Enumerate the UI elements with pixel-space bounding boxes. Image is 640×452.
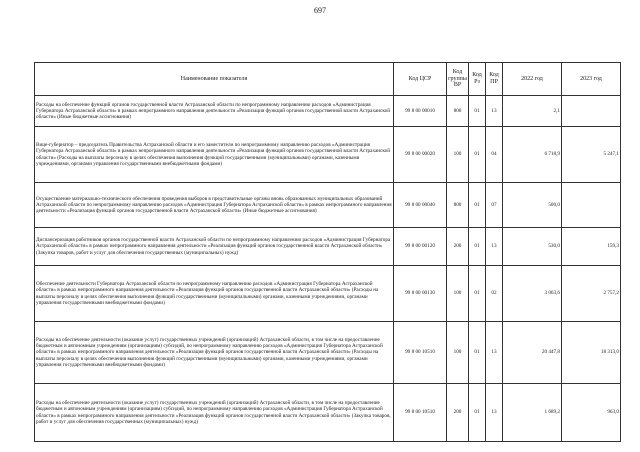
table-row [35,228,621,266]
row-name: Осуществление материально-технического обеспечения проведения выборов в представительные органы вновь образованных муниципальных образований Астраханской области по непрограммному направлению расходов «Администрация Губернатора Астраханской области» в рамках непрограммного направления деятельности «Реализация функций органов государственной власти Астраханской области» (Иные бюджетные ассигнования) [35,183,394,228]
row-2022: 6 718,9 [503,127,562,183]
row-2023: 963,0 [562,384,621,442]
row-vr: 100 [447,266,469,322]
table-row [35,322,621,384]
header-rz: Код Рз [469,63,486,96]
row-pr: 07 [486,183,503,228]
row-csr: 99 8 00 10510 [394,322,447,384]
row-2022: 1 689,2 [503,384,562,442]
row-pr: 02 [486,266,503,322]
row-2022: 3 063,6 [503,266,562,322]
row-name: Расходы на обеспечение деятельности (оказание услуг) государственных учреждений (организаций) Астраханской области, в том числе на предоставление бюджетным и автономным учреждениям (организациям) субсидий, по непрограммному направлению расходов «Администрация Губернатора Астраханской области» в рамках непрограммного направления деятельности «Реализация функций органов государственной власти Астраханской области» (Закупка товаров, работ и услуг для обеспечения государственных (муниципальных) нужд) [35,384,394,442]
row-rz: 01 [469,183,486,228]
row-rz: 01 [469,228,486,266]
row-2023 [562,183,621,228]
row-pr: 13 [486,96,503,127]
row-name: Диспансеризация работников органов государственной власти Астраханской области по непрограммному направлению расходов «Администрация Губернатора Астраханской области» в рамках непрограммного направления деятельности «Реализация функций органов государственной власти Астраханской области» (Закупка товаров, работ и услуг для обеспечения государственных (муниципальных) нужд) [35,228,394,266]
row-2022: 2,1 [503,96,562,127]
row-pr: 13 [486,228,503,266]
row-name: Вице-губернатор – председатель Правительства Астраханской области и его заместители по непрограммному направлению расходов «Администрация Губернатора Астраханской области» в рамках непрограммного направления деятельности «Реализация функций органов государственной власти Астраханской области» (Расходы на выплаты персоналу в целях обеспечения выполнения функций государственными (муниципальными) органами, казенными учреждениями, органами управления государственными внебюджетными фондами) [35,127,394,183]
header-2023: 2023 год [562,63,621,96]
row-2023: 18 313,0 [562,322,621,384]
row-2022: 500,0 [503,183,562,228]
row-csr: 99 8 00 00010 [394,96,447,127]
budget-table [34,62,621,442]
table-row [35,183,621,228]
header-csr: Код ЦСР [394,63,447,96]
row-rz: 01 [469,266,486,322]
row-csr: 99 8 00 00120 [394,228,447,266]
row-vr: 100 [447,127,469,183]
row-2022: 20 447,8 [503,322,562,384]
row-name: Обеспечение деятельности Губернатора Астраханской области по непрограммному направлению расходов «Администрация Губернатора Астраханской области» в рамках непрограммного направления деятельности «Реализация функций органов государственной власти Астраханской области» (Расходы на выплаты персоналу в целях обеспечения выполнения функций государственными (муниципальными) органами, казенными учреждениями, органами управления государственными внебюджетными фондами) [35,266,394,322]
row-2023: 159,3 [562,228,621,266]
row-pr: 13 [486,322,503,384]
table-row [35,96,621,127]
row-vr: 800 [447,96,469,127]
row-csr: 99 8 00 00040 [394,183,447,228]
table-row [35,384,621,442]
row-csr: 99 8 00 00020 [394,127,447,183]
row-pr: 04 [486,127,503,183]
row-vr: 200 [447,384,469,442]
row-vr: 200 [447,228,469,266]
row-csr: 99 8 00 00130 [394,266,447,322]
row-csr: 99 8 00 10510 [394,384,447,442]
row-2023: 5 247,1 [562,127,621,183]
row-2023 [562,96,621,127]
header-pr: Код ПР [486,63,503,96]
table-row [35,127,621,183]
row-vr: 100 [447,322,469,384]
row-pr: 13 [486,384,503,442]
row-rz: 01 [469,322,486,384]
row-name: Расходы на обеспечение деятельности (оказание услуг) государственных учреждений (организаций) Астраханской области, в том числе на предоставление бюджетным и автономным учреждениям (организациям) субсидий, по непрограммному направлению расходов «Администрация Губернатора Астраханской области» в рамках непрограммного направления деятельности «Реализация функций органов государственной власти Астраханской области» (Расходы на выплаты персоналу в целях обеспечения выполнения функций государственными (муниципальными) органами, казенными учреждениями, органами управления государственными внебюджетными фондами) [35,322,394,384]
table-row [35,266,621,322]
header-vr: Код группы ВР [447,63,469,96]
row-rz: 01 [469,96,486,127]
header-name: Наименование показателя [35,63,394,96]
row-rz: 01 [469,127,486,183]
header-row [35,63,621,96]
row-rz: 01 [469,384,486,442]
row-2022: 530,0 [503,228,562,266]
row-vr: 800 [447,183,469,228]
row-2023: 2 757,2 [562,266,621,322]
row-name: Расходы на обеспечение функций органов государственной власти Астраханской области по непрограммному направлению расходов «Администрация Губернатора Астраханской области» в рамках непрограммного направления деятельности «Реализация функций органов государственной власти Астраханской области» (Иные бюджетные ассигнования) [35,96,394,127]
page-number: 697 [314,6,326,15]
header-2022: 2022 год [503,63,562,96]
